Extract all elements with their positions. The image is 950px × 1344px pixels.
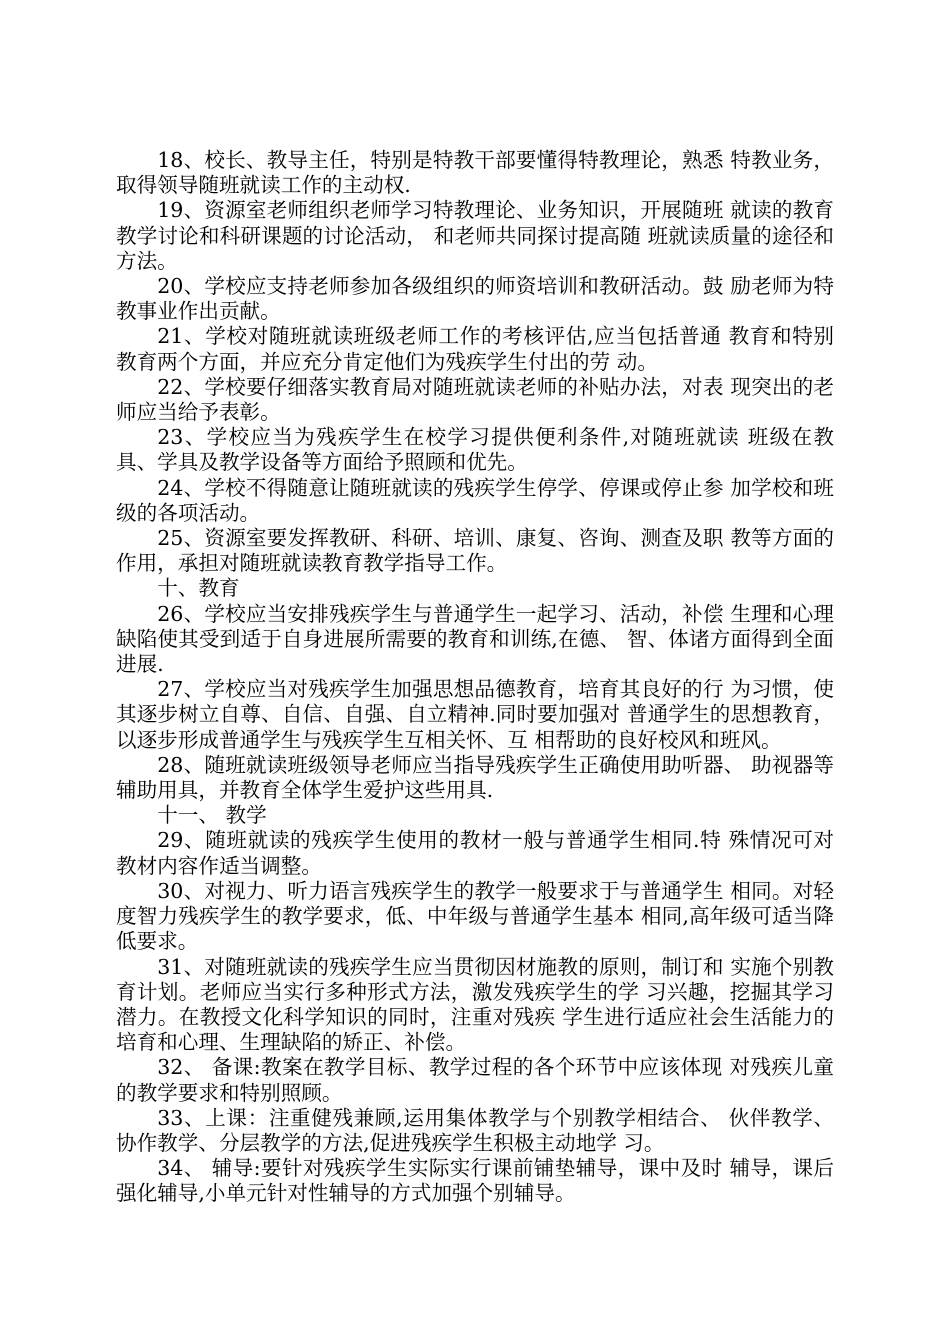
paragraph-30: 30、对视力、听力语言残疾学生的教学一般要求于与普通学生 相同。对轻度智力残疾学生的教学要求，低、中年级与普通学生基本 相同,高年级可适当降低要求。 (116, 878, 834, 954)
document-body (116, 148, 834, 1207)
paragraph-28: 28、随班就读班级领导老师应当指导残疾学生正确使用助听器、 助视器等辅助用具，并教育全体学生爱护这些用具. (116, 752, 834, 803)
paragraph-33: 33、上课：注重健残兼顾,运用集体教学与个别教学相结合、 伙伴教学、协作教学、分层教学的方法,促进残疾学生积极主动地学 习。 (116, 1105, 834, 1155)
paragraph-29: 29、随班就读的残疾学生使用的教材一般与普通学生相同.特 殊情况可对教材内容作适当调整。 (116, 828, 834, 878)
paragraph-23: 23、学校应当为残疾学生在校学习提供便利条件,对随班就读 班级在教具、学具及教学设备等方面给予照顾和优先。 (116, 425, 834, 475)
paragraph-19: 19、资源室老师组织老师学习特教理论、业务知识，开展随班 就读的教育教学讨论和科研课题的讨论活动， 和老师共同探讨提高随 班就读质量的途径和方法。 (116, 198, 834, 273)
paragraph-32: 32、 备课:教案在教学目标、教学过程的各个环节中应该体现 对残疾儿童的教学要求和特别照顾。 (116, 1055, 834, 1105)
paragraph-27: 27、学校应当对残疾学生加强思想品德教育，培育其良好的行 为习惯，使其逐步树立自尊、自信、自强、自立精神.同时要加强对 普通学生的思想教育，以逐步形成普通学生与残疾学生互相关怀、互 相帮助的良好校风和班风。 (116, 677, 834, 752)
paragraph-22: 22、学校要仔细落实教育局对随班就读老师的补贴办法，对表 现突出的老师应当给予表彰。 (116, 374, 834, 425)
paragraph-24: 24、学校不得随意让随班就读的残疾学生停学、停课或停止参 加学校和班级的各项活动。 (116, 475, 834, 525)
paragraph-20: 20、学校应支持老师参加各级组织的师资培训和教研活动。鼓 励老师为特教事业作出贡献。 (116, 274, 834, 324)
section-heading-education: 十、教育 (157, 576, 240, 601)
paragraph-26: 26、学校应当安排残疾学生与普通学生一起学习、活动，补偿 生理和心理缺陷使其受到适于自身进展所需要的教育和训练,在德、 智、体诸方面得到全面进展. (116, 601, 834, 677)
paragraph-25: 25、资源室要发挥教研、科研、培训、康复、咨询、测查及职 教等方面的作用，承担对随班就读教育教学指导工作。 (116, 526, 834, 576)
paragraph-31: 31、对随班就读的残疾学生应当贯彻因材施教的原则，制订和 实施个别教育计划。老师应当实行多种形式方法，激发残疾学生的学 习兴趣，挖掘其学习潜力。在教授文化科学知识的同时，注重对残疾 学生进行适应社会生活能力的培育和心理、生理缺陷的矫正、补偿。 (116, 954, 834, 1055)
paragraph-34: 34、 辅导:要针对残疾学生实际实行课前铺垫辅导，课中及时 辅导，课后强化辅导,小单元针对性辅导的方式加强个别辅导。 (116, 1156, 834, 1206)
paragraph-21: 21、学校对随班就读班级老师工作的考核评估,应当包括普通 教育和特别教育两个方面，并应充分肯定他们为残疾学生付出的劳 动。 (116, 324, 834, 374)
paragraph-18: 18、校长、教导主任，特别是特教干部要懂得特教理论，熟悉 特教业务，取得领导随班就读工作的主动权. (116, 148, 834, 198)
section-heading-teaching: 十一、 教学 (157, 803, 267, 828)
